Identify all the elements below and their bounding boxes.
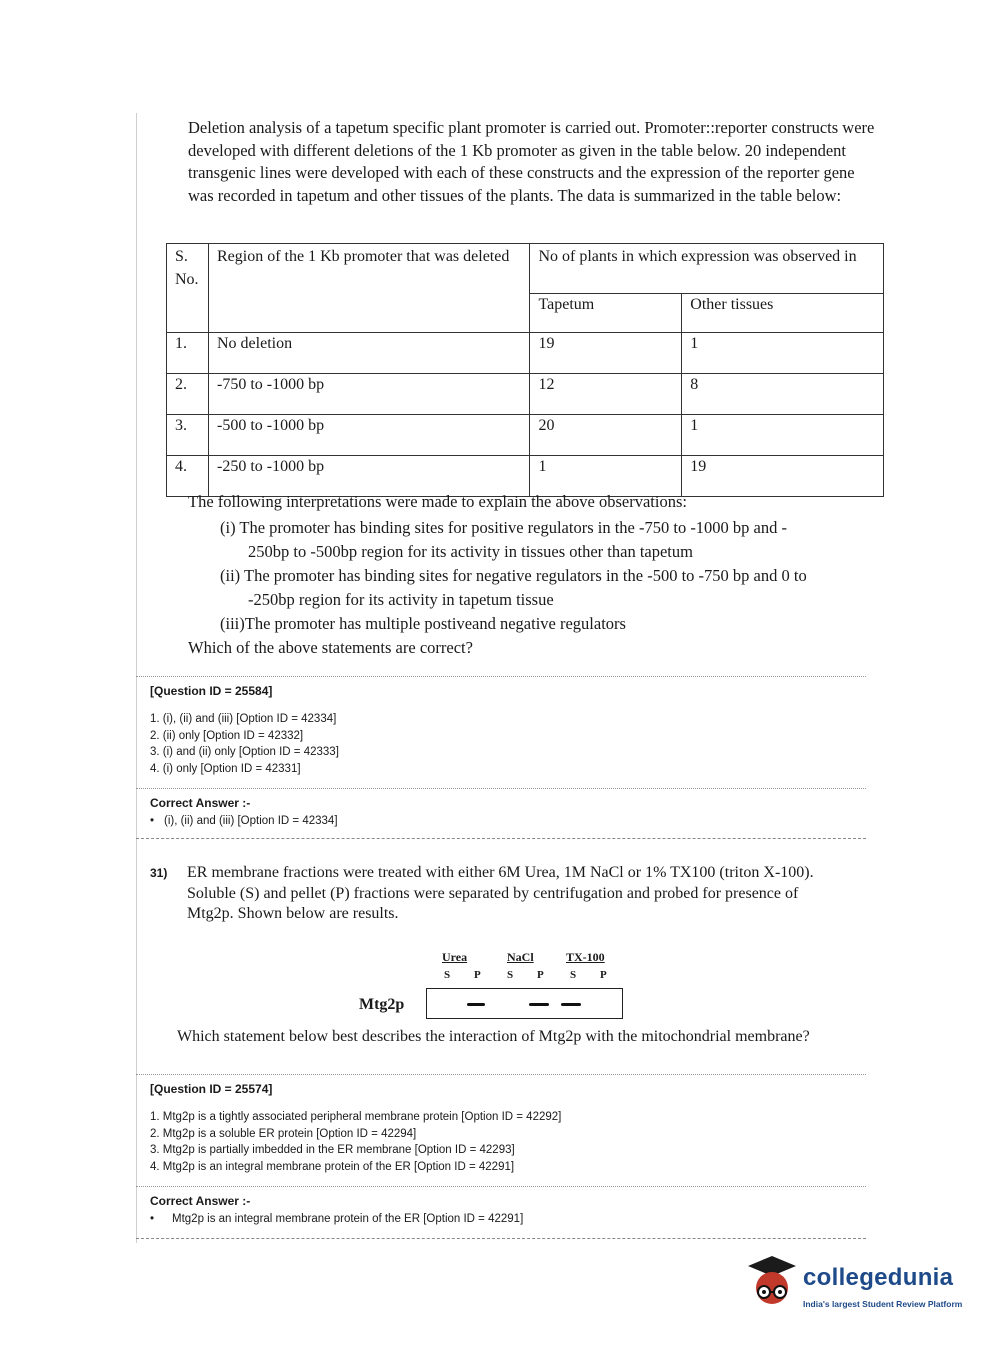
cell-sno: 2. xyxy=(167,374,209,415)
header-tapetum: Tapetum xyxy=(530,294,682,333)
cell-tapetum: 12 xyxy=(530,374,682,415)
correct-answer-label: Correct Answer :- xyxy=(150,1194,251,1208)
cell-other: 1 xyxy=(682,333,884,374)
divider xyxy=(136,1074,866,1075)
question-prompt: Which of the above statements are correct? xyxy=(188,638,473,657)
correct-answer-label: Correct Answer :- xyxy=(150,796,251,810)
gel-label-nacl: NaCl xyxy=(507,950,534,964)
option-3: 3. Mtg2p is partially imbedded in the ER membrane [Option ID = 42293] xyxy=(150,1144,515,1156)
option-1: 1. (i), (ii) and (iii) [Option ID = 42334] xyxy=(150,713,337,725)
lane-label: P xyxy=(537,969,544,981)
lane-label: P xyxy=(474,969,481,981)
brand-tagline: India's largest Student Review Platform xyxy=(803,1299,963,1309)
cell-other: 1 xyxy=(682,415,884,456)
gel-label-urea: Urea xyxy=(442,950,468,964)
table-row xyxy=(167,333,884,374)
divider xyxy=(136,788,866,789)
cell-region: -500 to -1000 bp xyxy=(208,415,529,456)
gel-band xyxy=(467,1003,485,1006)
options-list xyxy=(150,711,339,777)
deletion-table xyxy=(166,243,884,497)
gel-band xyxy=(561,1003,581,1006)
table-row xyxy=(167,374,884,415)
header-sno: S. No. xyxy=(167,244,209,333)
table-row xyxy=(167,456,884,497)
header-other-tissues: Other tissues xyxy=(682,294,884,333)
table-row xyxy=(167,415,884,456)
cell-sno: 4. xyxy=(167,456,209,497)
lane-label: P xyxy=(600,969,607,981)
option-4: 4. Mtg2p is an integral membrane protein of the ER [Option ID = 42291] xyxy=(150,1160,515,1173)
cell-region: -750 to -1000 bp xyxy=(208,374,529,415)
option-2: 2. Mtg2p is a soluble ER protein [Option ID = 42294] xyxy=(150,1127,417,1140)
interpretation-i-cont: 250bp to -500bp region for its activity in tissues other than tapetum xyxy=(248,542,693,561)
option-2: 2. (ii) only [Option ID = 42332] xyxy=(150,729,304,742)
cell-other: 8 xyxy=(682,374,884,415)
interpretation-ii-cont: -250bp region for its activity in tapetum tissue xyxy=(248,590,554,609)
interpretation-ii: (ii) The promoter has binding sites for negative regulators in the -500 to -750 bp and 0 to xyxy=(220,566,807,585)
correct-bullet: • xyxy=(150,815,155,827)
cell-region: No deletion xyxy=(208,333,529,374)
interpretation-i: (i) The promoter has binding sites for positive regulators in the -750 to -1000 bp and - xyxy=(220,518,788,537)
options-list xyxy=(150,1109,561,1175)
cell-sno: 3. xyxy=(167,415,209,456)
cell-other: 19 xyxy=(682,456,884,497)
question-text: ER membrane fractions were treated with either 6M Urea, 1M NaCl or 1% TX100 (triton X-100). Soluble (S) and pellet (P) fractions were separated by centrifugation and probed for presence of Mtg2p. Shown below are results. xyxy=(187,864,814,922)
cell-sno: 1. xyxy=(167,333,209,374)
cell-tapetum: 20 xyxy=(530,415,682,456)
header-region: Region of the 1 Kb promoter that was deleted xyxy=(208,244,529,333)
interpretations-intro: The following interpretations were made to explain the above observations: xyxy=(188,492,687,511)
option-3: 3. (i) and (ii) only [Option ID = 42333] xyxy=(150,746,339,758)
question-separator xyxy=(136,838,866,839)
question-id: [Question ID = 25584] xyxy=(150,684,273,698)
correct-answer: (i), (ii) and (iii) [Option ID = 42334] xyxy=(164,815,338,827)
question-prompt: Which statement below best describes the interaction of Mtg2p with the mitochondrial membrane? xyxy=(177,1028,810,1045)
question-paragraph: Deletion analysis of a tapetum specific plant promoter is carried out. Promoter::reporter constructs were developed with different deletions of the 1 Kb promoter as given in the table below. 20 independent transgenic lines were developed with each of these constructs and the expression of the reporter gene was recorded in tapetum and other tissues of the plants. The data is summarized in the table below: xyxy=(188,118,875,205)
question-id: [Question ID = 25574] xyxy=(150,1082,273,1096)
lane-label: S xyxy=(507,969,514,981)
divider xyxy=(136,676,866,677)
correct-bullet: • xyxy=(150,1213,155,1225)
gel-label-tx100: TX-100 xyxy=(566,950,605,964)
interpretation-iii: (iii)The promoter has multiple postiveand negative regulators xyxy=(220,614,626,633)
cell-tapetum: 1 xyxy=(530,456,682,497)
cell-region: -250 to -1000 bp xyxy=(208,456,529,497)
divider xyxy=(136,1186,866,1187)
option-4: 4. (i) only [Option ID = 42331] xyxy=(150,762,301,775)
header-expression: No of plants in which expression was observed in xyxy=(530,244,884,294)
question-separator xyxy=(136,1238,866,1239)
brand-name: collegedunia xyxy=(803,1264,954,1291)
cell-tapetum: 19 xyxy=(530,333,682,374)
gel-band xyxy=(529,1003,549,1006)
correct-answer: Mtg2p is an integral membrane protein of the ER [Option ID = 42291] xyxy=(172,1213,524,1225)
gel-protein-label: Mtg2p xyxy=(359,996,405,1013)
question-number: 31) xyxy=(150,866,168,880)
mascot-icon xyxy=(742,1252,802,1312)
lane-label: S xyxy=(570,969,577,981)
option-1: 1. Mtg2p is a tightly associated peripheral membrane protein [Option ID = 42292] xyxy=(150,1111,562,1123)
lane-label: S xyxy=(444,969,451,981)
western-blot xyxy=(426,988,623,1019)
